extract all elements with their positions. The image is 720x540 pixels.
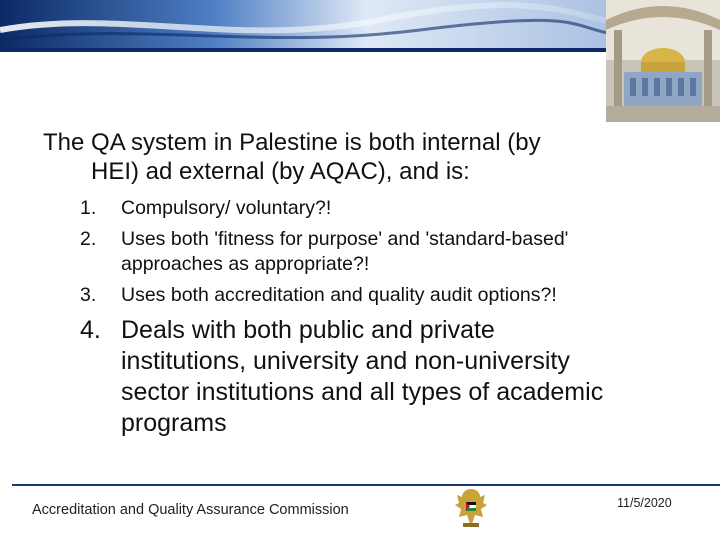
intro-line-1: The QA system in Palestine is both internal (by (43, 129, 541, 156)
slide-date: 11/5/2020 (617, 496, 672, 510)
list-item-number: 3. (80, 284, 97, 306)
footer-organization: Accreditation and Quality Assurance Commission (32, 502, 349, 518)
list-item-text: approaches as appropriate?! (121, 253, 370, 275)
footer-divider (12, 484, 720, 486)
list-item-number: 4. (80, 316, 101, 344)
list-item-text: Deals with both public and private (121, 316, 495, 344)
palestine-emblem-icon (453, 487, 489, 531)
intro-text (43, 128, 663, 186)
list-item-number: 2. (80, 228, 97, 250)
list-item-text: institutions, university and non-university (121, 347, 570, 375)
intro-line-2: HEI) ad external (by AQAC), and is: (91, 158, 470, 185)
list-item-text: Compulsory/ voluntary?! (121, 197, 332, 219)
list-item-text: Uses both 'fitness for purpose' and 'standard-based' (121, 228, 569, 250)
list-item-text: sector institutions and all types of academic (121, 378, 604, 406)
list-item-text: Uses both accreditation and quality audit options?! (121, 284, 557, 306)
list-item (80, 315, 700, 439)
list-item-number: 1. (80, 197, 97, 219)
list-item (80, 227, 700, 277)
numbered-list (80, 196, 700, 439)
header-banner (0, 0, 612, 56)
list-item (80, 196, 700, 221)
dome-photo (606, 0, 720, 122)
list-item (80, 283, 700, 308)
list-item-text: programs (121, 409, 227, 437)
